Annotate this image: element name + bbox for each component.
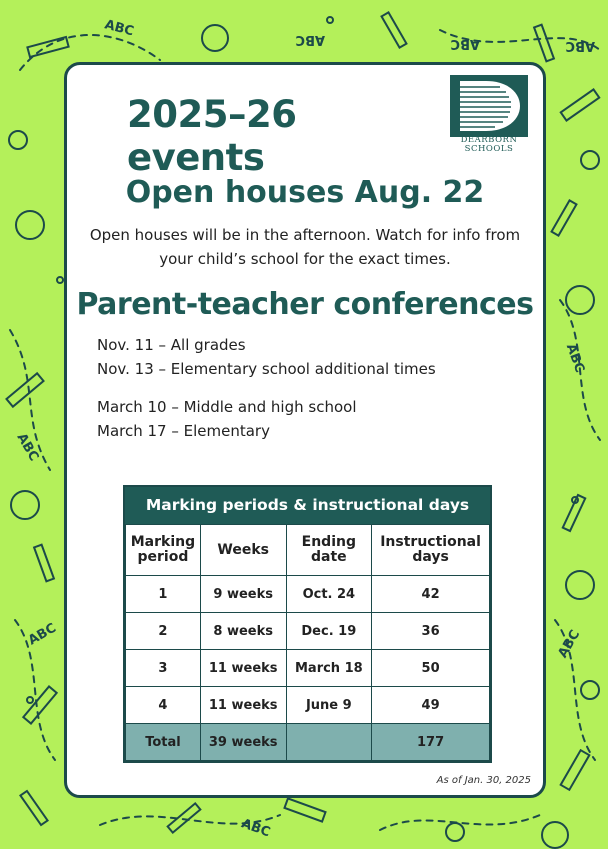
ruler-icon <box>561 750 590 790</box>
table-cell: 39 weeks <box>200 724 286 761</box>
abc-doodle: ABC <box>25 620 59 649</box>
as-of-note: As of Jan. 30, 2025 <box>436 775 531 786</box>
table-row <box>126 613 490 650</box>
column-header: Ending date <box>286 525 372 576</box>
table-cell: 50 <box>372 650 490 687</box>
conference-date: March 10 – Middle and high school <box>97 398 357 416</box>
pencil-icon <box>552 200 577 235</box>
column-header: Weeks <box>200 525 286 576</box>
conference-date: Nov. 11 – All grades <box>97 336 246 354</box>
abc-doodle: ABC <box>562 341 588 375</box>
globe-icon <box>566 286 594 314</box>
abc-doodle: ABC <box>295 32 325 47</box>
ruler-icon <box>23 686 56 723</box>
table-cell: 11 weeks <box>200 650 286 687</box>
table-cell: Dec. 19 <box>286 613 372 650</box>
globe-icon <box>566 571 594 599</box>
table-cell: June 9 <box>286 687 372 724</box>
table-cell: 3 <box>126 650 201 687</box>
globe-icon <box>542 822 568 848</box>
apple-icon <box>9 131 27 149</box>
pencil-icon <box>563 495 585 531</box>
page-title: 2025–26 events <box>127 93 297 179</box>
abc-doodle: ABC <box>13 430 42 464</box>
logo-wordmark <box>450 136 528 154</box>
dot <box>57 277 63 283</box>
dot <box>327 17 333 23</box>
table-header-row <box>126 525 490 576</box>
events-card <box>64 62 546 798</box>
table-row <box>126 650 490 687</box>
column-header: Marking period <box>126 525 201 576</box>
table-cell: 11 weeks <box>200 687 286 724</box>
conference-date: Nov. 13 – Elementary school additional times <box>97 360 436 378</box>
table-cell: 4 <box>126 687 201 724</box>
globe-icon <box>16 211 44 239</box>
table-row <box>126 576 490 613</box>
table-cell: 177 <box>372 724 490 761</box>
abc-doodle: ABC <box>450 36 480 51</box>
table-cell: 2 <box>126 613 201 650</box>
dashed-line <box>380 815 540 830</box>
apple-icon <box>446 823 464 841</box>
column-header: Instructional days <box>372 525 490 576</box>
apple-icon <box>581 151 599 169</box>
table-cell: 49 <box>372 687 490 724</box>
table-cell: March 18 <box>286 650 372 687</box>
conferences-heading: Parent-teacher conferences <box>76 287 534 322</box>
globe-icon <box>202 25 228 51</box>
marking-periods-table <box>123 485 492 763</box>
table-total-row <box>126 724 490 761</box>
conferences-list <box>97 333 436 443</box>
table-cell: 42 <box>372 576 490 613</box>
abc-doodle: ABC <box>239 816 273 841</box>
conference-date: March 17 – Elementary <box>97 422 270 440</box>
pencil-icon <box>34 545 54 582</box>
ruler-icon <box>561 89 600 120</box>
globe-icon <box>11 491 39 519</box>
open-houses-text: Open houses will be in the afternoon. Watch for info from your child’s school for the exact times. <box>89 226 521 268</box>
table-row <box>126 687 490 724</box>
table-cell: 1 <box>126 576 201 613</box>
pencil-icon <box>20 791 47 825</box>
ruler-icon <box>6 373 43 406</box>
dot <box>27 697 33 703</box>
pencil-icon <box>382 12 407 47</box>
abc-doodle: ABC <box>565 38 595 53</box>
table-caption: Marking periods & instructional days <box>125 487 490 524</box>
table-cell: 8 weeks <box>200 613 286 650</box>
abc-doodle: ABC <box>555 627 584 661</box>
abc-doodle: ABC <box>102 17 136 40</box>
pencil-icon <box>534 25 554 62</box>
apple-icon <box>581 681 599 699</box>
table-cell: Oct. 24 <box>286 576 372 613</box>
open-houses-heading: Open houses Aug. 22 <box>125 175 485 210</box>
ruler-icon <box>284 798 325 821</box>
table-cell: Total <box>126 724 201 761</box>
table-cell: 36 <box>372 613 490 650</box>
logo-line-2: SCHOOLS <box>464 144 514 154</box>
logo-line-1: DEARBORN <box>460 135 518 145</box>
table-cell <box>286 724 372 761</box>
table-cell: 9 weeks <box>200 576 286 613</box>
